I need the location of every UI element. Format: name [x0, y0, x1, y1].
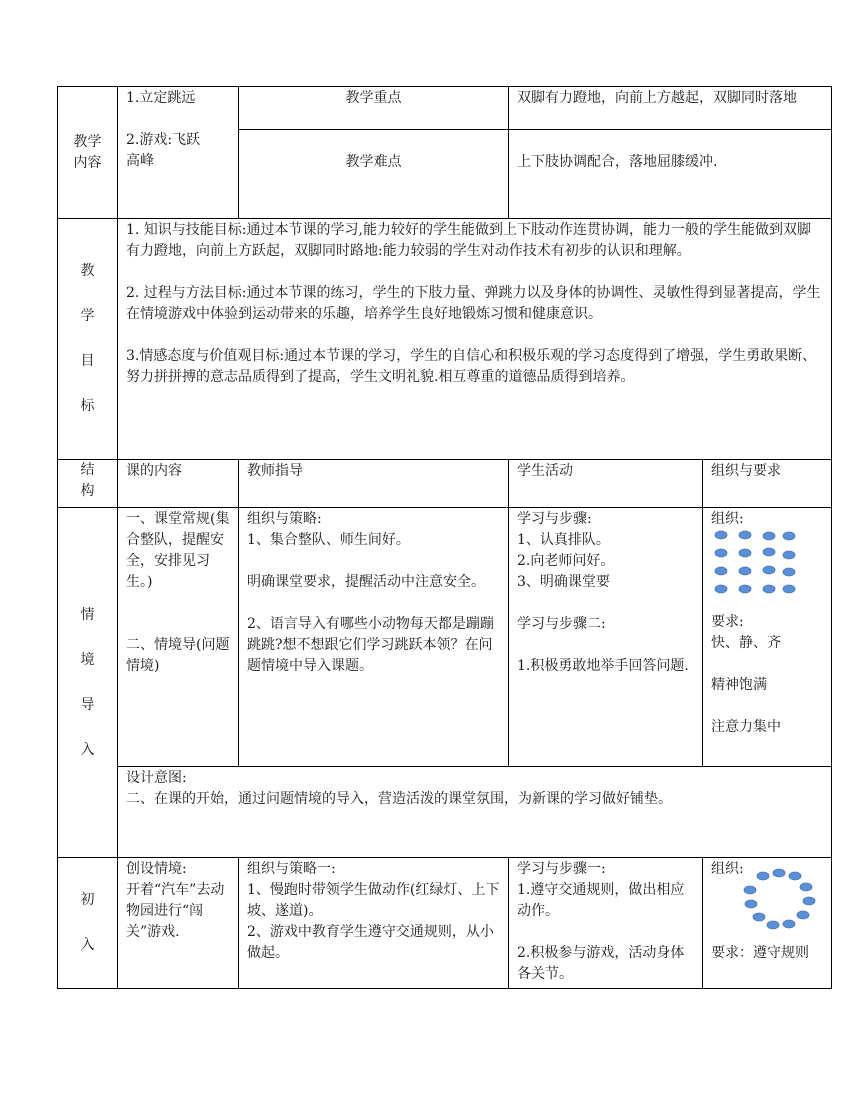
lesson-plan-table: [57, 86, 832, 989]
content-item-2: 2.游戏:飞跃 高峰: [126, 132, 201, 169]
header-student: 学生活动: [509, 460, 703, 508]
header-structure: 结 构: [58, 460, 118, 508]
table-header-row: [58, 460, 832, 508]
start-content: 创设情境: 开着“汽车”去动物园进行“闯关”游戏.: [118, 858, 239, 989]
goal-3: 3.情感态度与价值观目标:通过本节课的学习，学生的自信心和积极乐观的学习态度得到了增强，学生勇敢果断、努力拼拼搏的意志品质得到了提高，学生文明礼貌.相互尊重的道德品质得到培养。: [126, 348, 817, 385]
header-content: 课的内容: [118, 460, 239, 508]
lesson-plan-document: [57, 86, 831, 989]
start-teacher: 组织与策略一: 1、慢跑时带领学生做动作(红绿灯、上下坡、遂道)。 2、游戏中教育学生遵守交通规则，从小做起。: [239, 858, 509, 989]
teaching-goals-row: [58, 219, 832, 460]
teaching-content-items: [118, 87, 239, 219]
intro-row: [58, 508, 832, 767]
difficulty-text: 上下肢协调配合，落地屈膝缓冲.: [509, 130, 832, 219]
goal-2: 2. 过程与方法目标:通过本节课的练习，学生的下肢力量、弹跳力以及身体的协调性、灵敏性得到显著提高，学生在情境游戏中体验到运动带来的乐趣，培养学生良好地锻炼习惯和健康意识。: [126, 285, 821, 322]
teaching-content-label: 教学 内容: [58, 87, 118, 219]
header-organization: 组织与要求: [703, 460, 832, 508]
teaching-content-row: [58, 87, 832, 130]
design-intent-row: [58, 767, 832, 858]
key-point-label: 教学重点: [239, 87, 509, 130]
intro-content-2: 二、情境导(问题情境): [126, 637, 230, 674]
start-row: [58, 858, 832, 989]
intro-student: 学习与步骤: 1、认真排队。 2.向老师问好。 3、明确课堂要 学习与步骤二: 1.积极勇敢地举手回答问题.: [509, 508, 703, 767]
intro-label: 情 境 导 入: [58, 508, 118, 858]
header-teacher: 教师指导: [239, 460, 509, 508]
start-label: 初 入: [58, 858, 118, 989]
difficulty-label: 教学难点: [239, 130, 509, 219]
key-point-text: 双脚有力蹬地，向前上方越起，双脚同时落地: [509, 87, 832, 130]
intro-content-1: 一、课堂常规(集合整队，提醒安全，安排见习生。): [126, 511, 230, 590]
start-organization: 组织: 要求：遵守规则: [703, 858, 832, 989]
start-student: 学习与步骤一: 1.遵守交通规则，做出相应动作。 2.积极参与游戏，活动身体各关节。: [509, 858, 703, 989]
content-item-1: 1.立定跳远: [126, 90, 196, 106]
design-intent: 设计意图: 二、在课的开始，通过问题情境的导入，营造活泼的课堂氛围，为新课的学习做好铺垫。: [118, 767, 832, 858]
teaching-goals-label: 教 学 目 标: [58, 219, 118, 460]
intro-content: [118, 508, 239, 767]
student-grid-formation-icon: [711, 530, 811, 606]
goal-1: 1. 知识与技能目标:通过本节课的学习,能力较好的学生能做到上下肢动作连贯协调，能力一般的学生能做到双脚有力蹬地，向前上方跃起，双脚同时路地:能力较弱的学生对动作技术有初步的认识和理解。: [126, 222, 811, 259]
intro-teacher: 组织与策略: 1、集合整队、师生间好。 明确课堂要求，提醒活动中注意安全。 2、语言导入有哪些小动物每天都是蹦蹦跳跳?想不想跟它们学习跳跃本领？在问题情境中导入课题。: [239, 508, 509, 767]
intro-organization: 组织: 要求: 快、静、齐 精神饱满 注意力集中: [703, 508, 832, 767]
student-circle-formation-icon: [739, 866, 819, 932]
teaching-goals-text: [118, 219, 832, 460]
